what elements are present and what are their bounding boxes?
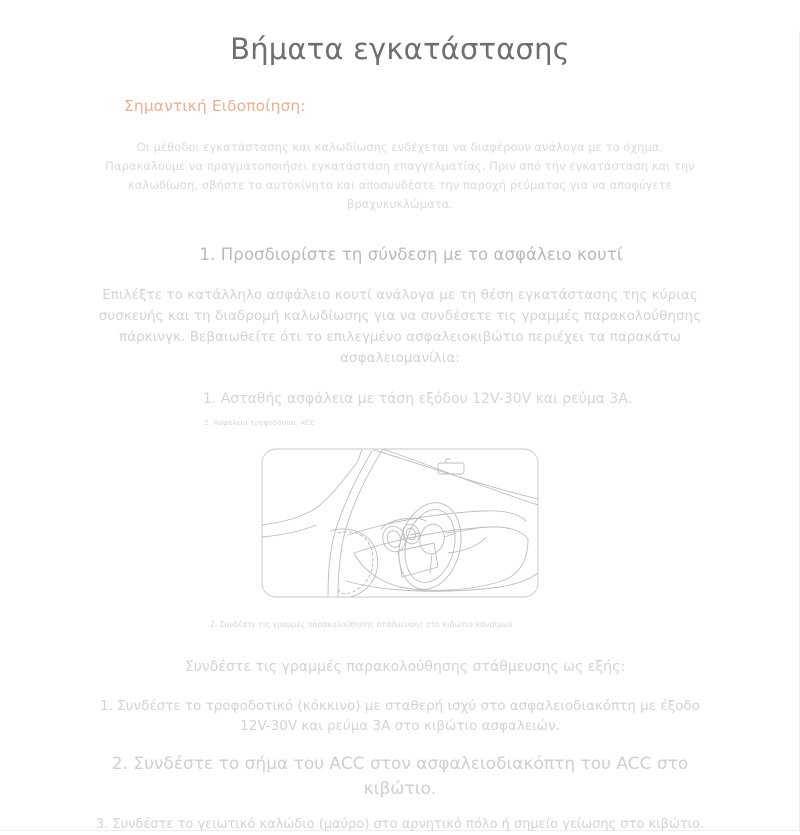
- steering-wheel-outer: [390, 496, 470, 596]
- list-item-fuse-2: 2. Ασφάλεια τροφοδοσίας ACC: [204, 418, 316, 427]
- side-panel-line: [262, 525, 316, 537]
- dashboard-mid-edge: [354, 526, 528, 552]
- car-interior-dashboard-illustration: [250, 441, 550, 606]
- figure-caption: 2. Συνδέστε τις γραμμές παρακολούθησης στάθμευσης στο κιβώτιο καυσίμων: [210, 619, 513, 629]
- wiring-step-3: 3. Συνδέστε το γειωτικό καλώδιο (μαύρο) στο αρνητικό πόλο ή σημείο γείωσης στο κιβώτιο.: [95, 817, 705, 833]
- center-console-panel: [398, 543, 438, 577]
- steering-spoke-right: [444, 533, 456, 537]
- figure-container: [20, 441, 780, 606]
- gauge-large-inner: [385, 529, 403, 549]
- wiring-step-2: 2. Συνδέστε το σήμα του ACC στον ασφαλειοδιακόπτη του ACC στο κιβώτιο.: [111, 754, 689, 799]
- wiring-step-1: 1. Συνδέστε το τροφοδοτικό (κόκκινο) με σταθερή ισχύ στο ασφαλειοδιακόπτη με έξοδο 12V-30V και ρεύμα 3A στο κιβώτιο ασφαλειών.: [100, 697, 700, 734]
- important-notice-heading: Σημαντική Ειδοποίηση:: [124, 97, 306, 116]
- installation-steps-page: [0, 31, 800, 831]
- steering-spoke-bottom: [430, 554, 432, 573]
- illustration-frame: [262, 449, 538, 597]
- windshield-top-edge: [374, 450, 538, 499]
- list-item-fuse-1: 1. Ασταθής ασφάλεια με τάση εξόδου 12V-30V και ρεύμα 3A.: [202, 390, 633, 407]
- steering-wheel-hub: [417, 521, 448, 556]
- rearview-mirror: [438, 463, 464, 474]
- important-notice-body: Οι μέθοδοι εγκατάστασης και καλωδίωσης ενδέχεται να διαφέρουν ανάλογα με το όχημα. Παρακαλούμε να πραγματοποιήσει εγκατάσταση επαγγελματίας. Πριν από την εγκατάσταση και την καλωδίωση, σβήστε το αυτοκίνητο και αποσυνδέστε την παροχή ρεύματος για να αποφύγετε βραχυκυκλώματα.: [105, 140, 695, 212]
- page-content: [0, 31, 800, 835]
- steering-spoke-left: [410, 533, 420, 535]
- a-pillar-outer: [262, 449, 362, 525]
- connect-lines-intro: Συνδέστε τις γραμμές παρακολούθησης στάθμευσης ως εξής:: [184, 658, 626, 675]
- dashboard-top-edge: [348, 510, 526, 534]
- mirror-stem: [446, 459, 450, 463]
- section-paragraph-fuse-box: Επιλέξτε το κατάλληλο ασφάλειο κουτί ανάλογα με τη θέση εγκατάστασης της κύριας συσκευής και τη διαδρομή καλωδίωσης για να συνδέσετε τις γραμμές παρακολούθησης πάρκινγκ. Βεβαιωθείτε ότι το επιλεγμένο ασφαλειοκιβώτιο περιέχει τα παρακάτω ασφαλειομανίλια:: [98, 287, 702, 366]
- page-title: Βήματα εγκατάστασης: [230, 32, 570, 66]
- section-heading-fuse-box: 1. Προσδιορίστε τη σύνδεση με το ασφάλειο κουτί: [199, 245, 623, 265]
- dashboard-right-edge: [502, 539, 528, 581]
- a-pillar-inner-left: [328, 451, 372, 597]
